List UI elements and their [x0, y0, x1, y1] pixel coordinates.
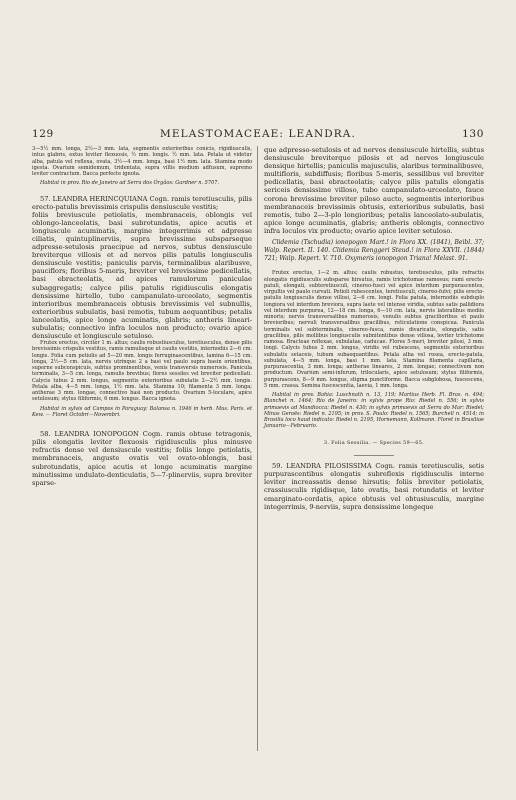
page-number-right: 130 [462, 128, 484, 140]
section-rule [354, 455, 394, 456]
habitat-note: Habitat in prov. Rio de Janeiro ad Serra dos Órgãos: Gardner n. 5707. [40, 180, 220, 187]
species-58-description: Frutex erectus, 1—2 m. altus; caulis robustus, teretiusculus, pilis refractis elongatis rigidiusculis subsparse hirsutus, ramis trichotomae ramosus; rami erecto-patuli, elongati, subteretiusculi, cinereo-fusci vel apice interdum purpurascentes, virgultis vel paulo curvati. Petioli rubescentes, teretiusculi, cinereo-fulvi; pilis erecto-patulis longiusculis dense villosi, 2—6 cm. longi. Folia patula, internodiis subduplo longiora vel interdum breviora, supra laete vel intense viridia, subtus satis pallidiora vel interdum purpurea, 12—18 cm. longa, 6—10 cm. lata, nervis lateralibus mediis minoris; nervis transversalibus numerosis, venulis subtus gracilioribus et paulo brevioribus; nervuli transversalibus gracilibus, reticulatione conspicua. Panicula terminalis vel subterminalis, cinereo-fusca, ramis divaricatis, elongatis, satis gracilibus, pilis mollibus longiusculis subnitentibus dense villosa, leviter trichotome ramosa. Bracteae reflexae, subulatae, caducae. Flores 5-meri, breviter pilosi, 3 mm. longi. Calycis tubus 2 mm. longus, viridis vel rubescens, segmentis exterioribus subulatis setaceis, tubum subaequantibus. Petala alba vel rosea, erecto-patula, subulata, 4—5 mm. longa, basi 1 mm. lata. Stamina filamenta capillaria, purpurascentia, 3 mm. longa; antherae lineares, 2 mm. longae; connectivum non productum. Ovarium semi-inferum, trilocularis, apice setulosum; stylus filiformis, purpurascens, 8—9 mm. longus, stigma punctiforme. Bacca subglobosa, fuscescens, 5 mm. crassa. Semina fuscescentia, laevia, 1 mm. longa. [264, 270, 484, 389]
species-59-heading: 59. LEANDRA PILOSISSIMA Cogn. ramis teretiusculis, setis purpurascentibus elongatis subreflexis rigidiusculis interne leviter increassatis dense hirsutis; foliis breviter petiolatis, crassiusculis rigidisque, late ovatis, basi rotundatis et leviter emarginato-cordatis, apice obtusis vel obtusiusculis, margine integerrimis, 9-nerviis, supra densissime longeque [264, 462, 484, 511]
page-number-left: 129 [32, 128, 54, 140]
left-column [32, 146, 252, 487]
species-57-description: Frutex erectus, circiter 1 m. altus; caulis robustiusculus, teretiusculus, dense pilis brevissimis crispulis vestitus, ramis ramulisque ut caulis vestitis, internodiis 2—6 cm. longis. Folia cum petiolis ad 5—20 mm. longis ferruginascentibus, lamina 6—15 cm. longa, 2½—5 cm. lata, nervis utrinque 2 a basi vel paulo supra basin orientibus, superne subconspicuis, subtus prominentibus, venis transversis numerosis. Panicula terminalis, 3—5 cm. longa, ramulis brevibus; flores sessiles vel breviter pedicellati. Calycis tubus 2 mm. longus, segmentis exterioribus subulatis 2—2½ mm. longis. Petala alba, 4—5 mm. longa, 1½ mm. lata. Stamina 10; filamenta 3 mm. longa; antherae 3 mm. longae, connectivo basi non producto. Ovarium 5-loculare, apice setulosum; stylus filiformis, 6 mm. longus. Bacca ignota. [32, 340, 252, 403]
species-58-heading: 58. LEANDRA IONOPOGON Cogn. ramis obtuse tetragonis, pilis elongatis leviter flexuosis rigidiusculis plus minusve refractis dense vel densiuscule vestitis; foliis longe petiolatis, membranaceis, anguste ovatis vel ovato-oblongis, basi subrotundatis, apice acutis et longe acuminatis margine minutissime undulato-denticulatis, 5—7-plinerviis, supra breviter sparse- [32, 430, 252, 487]
continued-description: 3—5½ mm. longa, 2½—3 mm. lata, segmentis exterioribus conicis, rigidiusculis, intus glabris, extus leviter flexuosis, ½ mm. longis. ½ mm. lata. Petala ut videtur alba, patula vel reflexa, ovata, 3½—4 mm. longa, basi 1½ mm. lata. Stamina modo igesta. Ovarium semidemum, tridentata, supra villis medium adfusum, supremo leviter contractum. Bacca perfecte ignota. [32, 146, 252, 177]
right-column [264, 146, 484, 511]
column-divider [257, 146, 258, 751]
synonymy: Clidemia (Tschudia) ionopogon Mart.! in Flora XX. (1841), Beibl. 37; Walp. Repert. II. 140. Clidemia Renggeri Steud.! in Flora XXVII. (1844) 721; Walp. Repert. V. 710. Oxymeris ionopogon Triana! Melast. 91. [264, 239, 484, 262]
species-58-diagnosis-cont: que adpresso-setulosis et ad nervos densiuscule hirtellis, subtus densiuscule breviterque pilosis et ad nervos longiuscule densique hirtellis; paniculis majusculis, alaribus terminalibusve, multifloris, subdiffusis; floribus 5-meris, sessilibus vel breviter pedicellatis, basi ebracteolatis; calyce pilis patulis elongatis sericeis densissime villoso, tubo campanulato-urceolato, fauce corona brevissime breviter piloso aucto, segmentis interioribus membranaceis brevissimis obtusis, exterioribus subulatis, basi remotis, tubo 2—3-plo longioribus; petalis lanceolato-subulatis, apice longe acuminatis, glabris; antheris oblongis, connectivo infra loculos vix producto; ovario apice leviter setuloso. [264, 146, 484, 235]
page-header [32, 128, 484, 140]
species-57-heading: 57. LEANDRA HERINCQUIANA Cogn. ramis teretiusculis, pilis erecto-patulis brevissimis crispulis densiuscule vestitis; [32, 194, 252, 211]
running-title: MELASTOMACEAE: LEANDRA. [160, 128, 356, 140]
species-58-habitat: Habitat in prov. Bahia: Luschnath n. 13, 119; Martius Herb. Fl. Bras. n. 494; Blanchet n. 1464; Rio de Janeiro: in sylvis prope Rio: Riedel n. 556; in sylvis primaevis ad Mandiocca: Riedel n. 430; in sylvis primaevis ad Serra do Mar: Riedel; Minas Geraës: Riedel n. 2195; in prov. S. Paulo: Riedel n. 1565; Burchell n. 4514; in Brasilia loco haud indicato: Riedel n. 2195, Hornemann, Kollmann. Floret in Brasiliae Januario—Februario. [264, 392, 484, 430]
species-57-habitat: Habitat in sylvis ad Campos in Paraguay: Balansa n. 1946 in herb. Mus. Paris. et Kew. — Floret Octobri—Novembri. [32, 405, 252, 418]
species-57-diagnosis: foliis breviuscule petiolatis, membranaceis, oblongis vel oblongo-lanceolatis, basi subrotundatis, apice acutis et longiuscule acuminatis, margine integerrimis et adpresse ciliatis, quintuplinerviis, supra brevissime subsparseque adpresse-setulosis praecipue ad nervos, subtus densiuscule breviterque villosis et ad nervos pilis patulis longiusculis densiuscule vestitis; paniculis parvis, terminalibus alaribusve, pauciflors; floribus 5-meris, breviter vel brevissime pedicellatis, basi ebracteolatis, ad apices ramulorum paniculae subaggregatis; calyce pilis patulis rigidiusculis elongatis densissime hirtello, tubo campanulato-urceolato, segmentis interioribus membranaceis obtusis brevissimis vel subnullis, exterioribus subulatis, basi remotis, tubum aequantibus; petalis lanceolatis, apice longe acuminatis, glabris; antheris lineari-subulatis; connectivo infra loculos non producto; ovario apice densiuscule et longiuscule setuloso. [32, 210, 252, 341]
series-label: 3. Folia Sessilia. — Species 59—65. [323, 439, 425, 446]
